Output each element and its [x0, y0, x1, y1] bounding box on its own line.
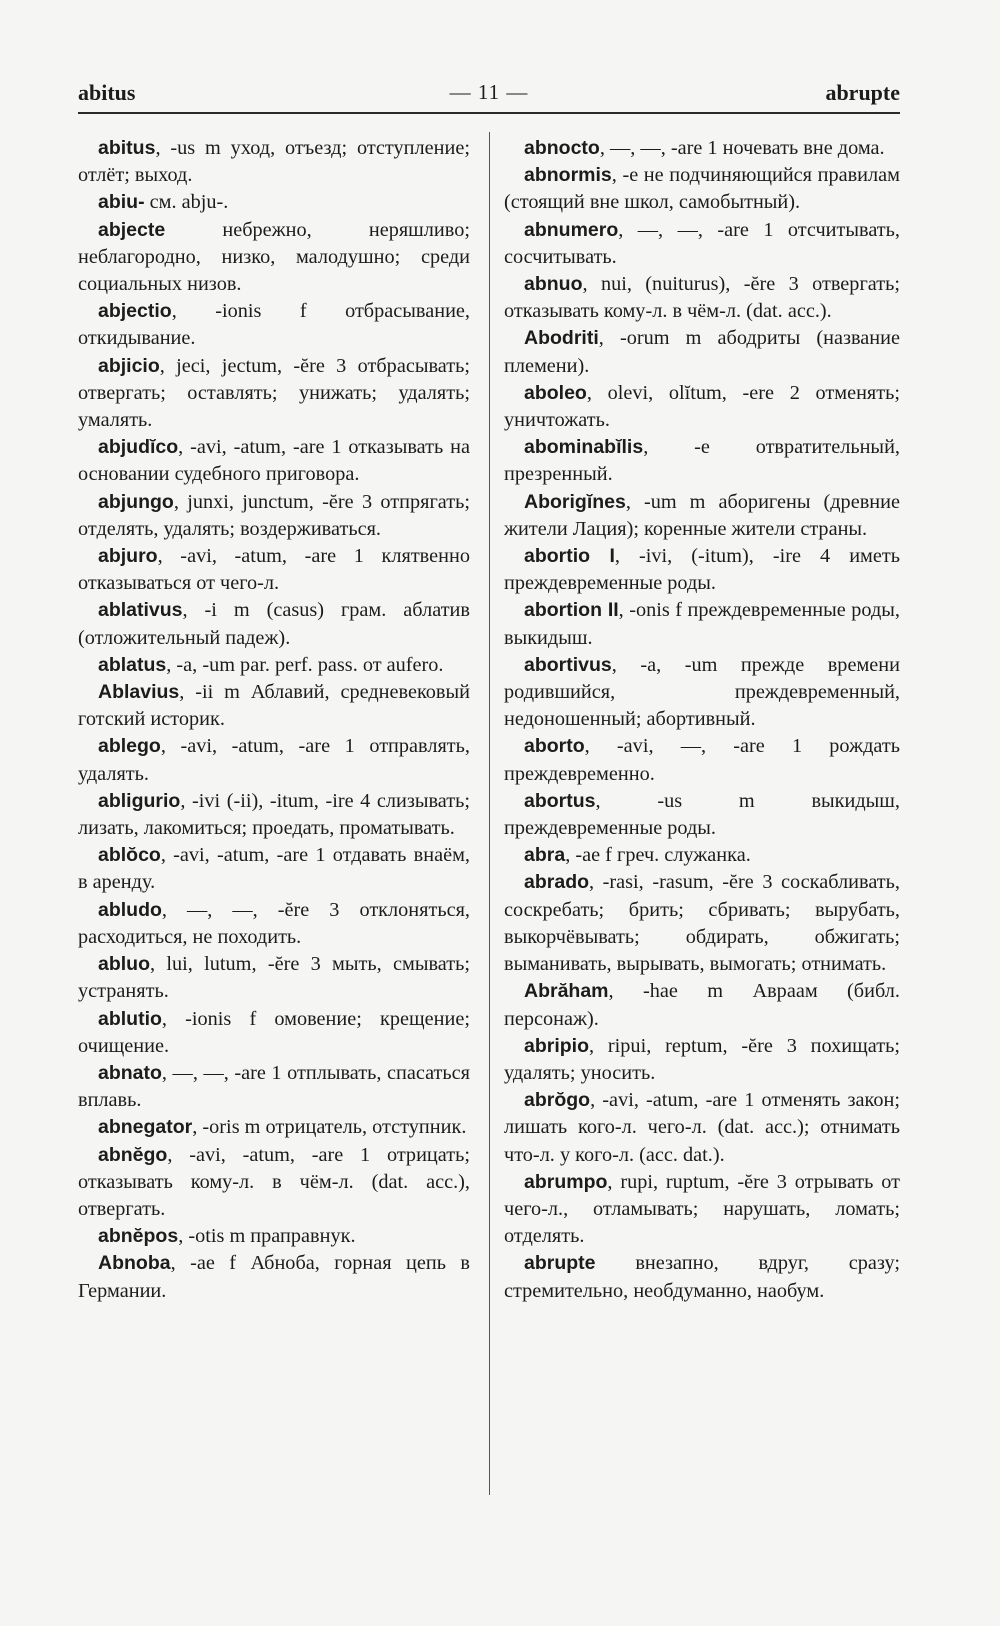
definition: , -onis f преждевременные роды, выкидыш.: [504, 599, 900, 649]
headword: abrado: [524, 871, 590, 894]
definition: , -otis m праправнук.: [178, 1225, 356, 1248]
dictionary-entry: [504, 489, 900, 543]
definition: , lui, lutum, -ĕre 3 мыть, смывать; устранять.: [78, 953, 470, 1003]
definition: см. abju-.: [144, 191, 229, 214]
right-column: [504, 135, 900, 1305]
definition: , junxi, junctum, -ĕre 3 отпрягать; отделять, удалять; воздерживаться.: [78, 490, 470, 540]
definition: , -ionis f отбрасывание, откидывание.: [78, 300, 470, 350]
definition: , -hae m Авраам (библ. персонаж).: [504, 980, 900, 1030]
headword: Aborigĭnes: [524, 490, 626, 513]
dictionary-entry: [78, 1142, 470, 1224]
dictionary-entry: [78, 543, 470, 597]
definition: , ripui, reptum, -ĕre 3 похищать; удалять; уносить.: [504, 1034, 900, 1084]
headword: abortio I: [524, 545, 615, 568]
dictionary-entry: [504, 652, 900, 734]
dictionary-entry: [504, 733, 900, 787]
definition: , -e отвратительный, презренный.: [504, 436, 900, 486]
dictionary-entry: [78, 189, 470, 216]
headword: abortivus: [524, 653, 612, 676]
dictionary-entry: [504, 788, 900, 842]
dictionary-entry: [78, 597, 470, 651]
dictionary-entry: [78, 489, 470, 543]
page-header: [78, 80, 900, 114]
definition: , rupi, ruptum, -ĕre 3 отрывать от чего-л., отламывать; нарушать, ломать; отделять.: [504, 1170, 900, 1248]
headword: abluo: [98, 953, 150, 976]
definition: , -ionis f омовение; крещение; очищение.: [78, 1007, 470, 1057]
headword: abnĕgo: [98, 1143, 168, 1166]
headword: abnocto: [524, 137, 600, 159]
definition: , nui, (nuiturus), -ĕre 3 отвергать; отказывать кому-л. в чём-л. (dat. acc.).: [504, 273, 900, 323]
definition: , -a, -um прежде времени родившийся, преждевременный, недоношенный; абортивный.: [504, 653, 900, 731]
dictionary-entry: [504, 1087, 900, 1169]
definition: внезапно, вдруг, сразу; стремительно, необдуманно, наобум.: [504, 1252, 900, 1302]
headword: Abnoba: [98, 1252, 171, 1275]
running-head-left: abitus: [78, 80, 136, 105]
definition: , —, —, -are 1 ночевать вне дома.: [599, 137, 885, 159]
headword: abitus: [98, 137, 156, 159]
headword: abludo: [98, 898, 162, 921]
dictionary-entry: [78, 679, 470, 733]
headword: aborto: [524, 735, 585, 758]
dictionary-entry: [78, 1223, 470, 1250]
dictionary-entry: [78, 298, 470, 352]
definition: , -avi, -atum, -are 1 отдавать внаём, в аренду.: [78, 844, 470, 894]
definition: , -ae f Абноба, горная цепь в Германии.: [78, 1252, 470, 1302]
dictionary-entry: [504, 978, 900, 1032]
dictionary-entry: [78, 842, 470, 896]
definition: , -ivi (-ii), -itum, -ire 4 слизывать; лизать, лакомиться; проедать, проматывать.: [78, 789, 470, 840]
headword: abjectio: [98, 300, 172, 323]
definition: , -avi, -atum, -are 1 отправлять, удалять.: [78, 735, 470, 785]
dictionary-entry: [78, 353, 470, 435]
dictionary-entry: [78, 951, 470, 1005]
headword: abnĕpos: [98, 1225, 179, 1248]
dictionary-entry: [504, 597, 900, 651]
dictionary-entry: [78, 652, 470, 679]
dictionary-entry: [78, 1114, 470, 1141]
headword: abnormis: [524, 164, 612, 187]
headword: ablativus: [98, 599, 183, 622]
headword: Abodriti: [524, 327, 599, 350]
definition: , -e не подчиняющийся правилам (стоящий вне школ, самобытный).: [504, 164, 900, 214]
headword: abiu-: [98, 191, 145, 214]
dictionary-entry: [504, 543, 900, 597]
dictionary-entry: [504, 1250, 900, 1304]
running-head-right: abrupte: [825, 80, 900, 105]
dictionary-entry: [504, 869, 900, 978]
definition: , -a, -um par. perf. pass. от aufero.: [166, 653, 444, 676]
headword: abrupte: [524, 1252, 596, 1275]
dictionary-entry: [504, 1033, 900, 1087]
dictionary-entry: [504, 162, 900, 216]
definition: , -avi, -atum, -are 1 отменять закон; лишать кого-л. чего-л. (dat. acc.); отнимать что-л. у кого-л. (acc. dat.).: [504, 1089, 900, 1166]
dictionary-entry: [78, 135, 470, 189]
headword: abjuro: [98, 545, 158, 568]
headword: ablutio: [98, 1007, 162, 1030]
headword: abligurio: [98, 789, 181, 812]
dictionary-entry: [78, 897, 470, 951]
definition: , —, —, -are 1 отплывать, спасаться вплавь.: [78, 1061, 470, 1112]
definition: , —, —, -ĕre 3 отклоняться, расходиться, не походить.: [78, 898, 470, 948]
definition: , olevi, olĭtum, -ere 2 отменять; уничтожать.: [504, 381, 900, 432]
left-column: [78, 135, 470, 1305]
definition: небрежно, неряшливо; неблагородно, низко, малодушно; среди социальных низов.: [78, 218, 470, 296]
dictionary-entry: [504, 842, 900, 869]
page-number: — 11 —: [449, 80, 529, 104]
headword: abjudĭco: [98, 436, 179, 459]
dictionary-entry: [78, 434, 470, 488]
definition: , -avi, -atum, -are 1 клятвенно отказываться от чего-л.: [78, 545, 470, 595]
definition: , -avi, -atum, -are 1 отрицать; отказывать кому-л. в чём-л. (dat. acc.), отвергать.: [78, 1143, 470, 1220]
header-rule: [78, 112, 900, 114]
headword: aboleo: [524, 381, 587, 404]
definition: , -orum m абодриты (название племени).: [504, 327, 900, 377]
dictionary-entry: [504, 380, 900, 434]
headword: abrumpo: [524, 1170, 608, 1193]
dictionary-entry: [78, 788, 470, 842]
dictionary-entry: [78, 1250, 470, 1304]
definition: , -i m (casus) грам. аблатив (отложительный падеж).: [78, 599, 470, 649]
definition: , -ii m Аблавий, средневековый готский историк.: [78, 681, 470, 731]
headword: Abrăham: [524, 980, 609, 1003]
headword: abominabĭlis: [524, 436, 644, 459]
definition: , -us m выкидыш, преждевременные роды.: [504, 789, 900, 840]
definition: , -avi, —, -are 1 рождать преждевременно.: [504, 735, 900, 785]
dictionary-entry: [504, 434, 900, 488]
headword: abnato: [98, 1061, 162, 1084]
headword: abjecte: [98, 218, 166, 241]
definition: , —, —, -are 1 отсчитывать, сосчитывать.: [504, 218, 900, 268]
headword: abnumero: [524, 218, 619, 241]
headword: ablŏco: [98, 844, 161, 867]
dictionary-entry: [78, 1006, 470, 1060]
definition: , -oris m отрицатель, отступник.: [192, 1116, 467, 1139]
headword: abnuo: [524, 273, 583, 296]
definition: , -rasi, -rasum, -ĕre 3 соскабливать, соскребать; брить; сбривать; вырубать, выкорчёвывать; обдирать, обжигать; выманивать, вырывать, вымогать; отнимать.: [504, 871, 900, 976]
dictionary-entry: [504, 325, 900, 379]
headword: abortion II: [524, 599, 619, 622]
headword: abjungo: [98, 490, 174, 513]
headword: abra: [524, 844, 566, 867]
dictionary-entry: [504, 271, 900, 325]
definition: , jeci, jectum, -ĕre 3 отбрасывать; отвергать; оставлять; унижать; удалять; умалять.: [78, 354, 470, 432]
definition: , -ae f греч. служанка.: [565, 844, 751, 867]
definition: , -um m аборигены (древние жители Лация); коренные жители страны.: [504, 490, 900, 540]
headword: Ablavius: [98, 681, 180, 704]
headword: abjicio: [98, 354, 160, 377]
headword: abripio: [524, 1034, 590, 1057]
dictionary-entry: [504, 1169, 900, 1251]
headword: ablatus: [98, 653, 167, 676]
dictionary-entry: [504, 217, 900, 271]
definition: , -us m уход, отъезд; отступление; отлёт; выход.: [78, 137, 470, 187]
definition: , -avi, -atum, -are 1 отказывать на основании судебного приговора.: [78, 436, 470, 486]
dictionary-entry: [78, 733, 470, 787]
definition: , -ivi, (-itum), -ire 4 иметь преждевременные роды.: [504, 545, 900, 595]
dictionary-entry: [504, 135, 900, 162]
headword: abrŏgo: [524, 1089, 591, 1112]
headword: abortus: [524, 789, 596, 812]
headword: abnegator: [98, 1116, 193, 1139]
column-divider: [489, 132, 490, 1495]
dictionary-entry: [78, 1060, 470, 1114]
dictionary-entry: [78, 217, 470, 299]
headword: ablego: [98, 735, 161, 758]
